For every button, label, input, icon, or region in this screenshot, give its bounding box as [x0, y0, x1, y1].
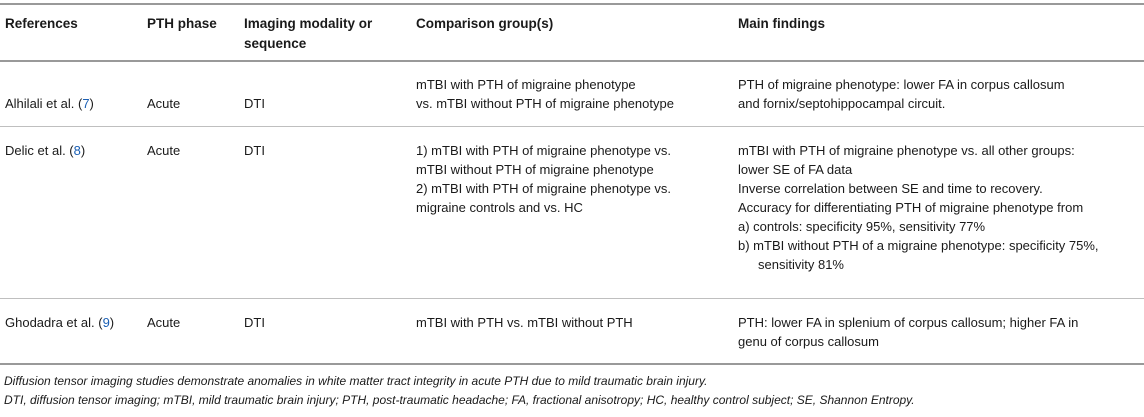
header-references: References	[0, 4, 142, 61]
table-row	[0, 61, 1144, 126]
comparison-line: vs. mTBI without PTH of migraine phenotype	[416, 96, 674, 111]
findings-line: lower SE of FA data	[738, 161, 853, 177]
findings-list-item: b) mTBI without PTH of a migraine phenotype: specificity 75%, sensitivity 81%	[738, 237, 1099, 272]
comparison-cell	[411, 61, 733, 126]
header-row	[0, 4, 1144, 61]
header-main-findings: Main findings	[733, 4, 1144, 61]
citation-link[interactable]: 7	[82, 96, 90, 111]
findings-line: Inverse correlation between SE and time to recovery.	[738, 180, 1043, 196]
pth-phase-cell: Acute	[142, 61, 239, 126]
footnote-abbreviations: DTI, diffusion tensor imaging; mTBI, mild traumatic brain injury; PTH, post-traumatic headache; FA, fractional anisotropy; HC, healthy control subject; SE, Shannon Entropy.	[4, 393, 915, 407]
reference-author: Alhilali et al. (	[5, 96, 83, 111]
reference-close: )	[109, 314, 115, 330]
header-imaging-modality-line2: sequence	[244, 36, 307, 51]
findings-cell	[733, 298, 1144, 364]
modality-cell: DTI	[239, 61, 411, 126]
citation-link[interactable]: 8	[73, 142, 81, 158]
findings-list-item: a) controls: specificity 95%, sensitivity 77%	[738, 218, 986, 234]
reference-author: Ghodadra et al. (	[5, 314, 103, 330]
comparison-line: mTBI without PTH of migraine phenotype	[416, 161, 654, 177]
table-footnotes	[4, 372, 1140, 410]
comparison-line: 1) mTBI with PTH of migraine phenotype vs.	[416, 142, 672, 158]
findings-line: Accuracy for differentiating PTH of migraine phenotype from	[738, 199, 1084, 215]
dti-studies-table	[0, 3, 1144, 365]
findings-line: and fornix/septohippocampal circuit.	[738, 96, 946, 111]
findings-cell	[733, 61, 1144, 126]
findings-cell	[733, 126, 1144, 298]
citation-link[interactable]: 9	[102, 314, 110, 330]
header-comparison-groups: Comparison group(s)	[411, 4, 733, 61]
comparison-line: mTBI with PTH vs. mTBI without PTH	[416, 314, 633, 330]
findings-line: genu of corpus callosum	[738, 333, 879, 349]
footnote-summary: Diffusion tensor imaging studies demonstrate anomalies in white matter tract integrity in acute PTH due to mild traumatic brain injury.	[4, 374, 708, 388]
comparison-line: mTBI with PTH of migraine phenotype	[416, 77, 636, 92]
table-row	[0, 126, 1144, 298]
findings-line: PTH: lower FA in splenium of corpus callosum; higher FA in	[738, 314, 1079, 330]
comparison-line: 2) mTBI with PTH of migraine phenotype vs.	[416, 180, 672, 196]
header-imaging-modality-line1: Imaging modality or	[244, 16, 373, 31]
comparison-line: migraine controls and vs. HC	[416, 199, 583, 215]
modality-cell: DTI	[239, 126, 411, 298]
table-row	[0, 298, 1144, 364]
header-pth-phase: PTH phase	[142, 4, 239, 61]
reference-author: Delic et al. (	[5, 142, 74, 158]
pth-phase-cell: Acute	[142, 126, 239, 298]
reference-cell	[0, 126, 142, 298]
header-imaging-modality	[239, 4, 411, 61]
modality-cell: DTI	[239, 298, 411, 364]
reference-cell	[0, 298, 142, 364]
comparison-cell	[411, 126, 733, 298]
findings-line: mTBI with PTH of migraine phenotype vs. all other groups:	[738, 142, 1075, 158]
findings-line: PTH of migraine phenotype: lower FA in corpus callosum	[738, 77, 1065, 92]
reference-close: )	[80, 142, 86, 158]
reference-close: )	[89, 96, 94, 111]
pth-phase-cell: Acute	[142, 298, 239, 364]
reference-cell	[0, 61, 142, 126]
comparison-cell	[411, 298, 733, 364]
